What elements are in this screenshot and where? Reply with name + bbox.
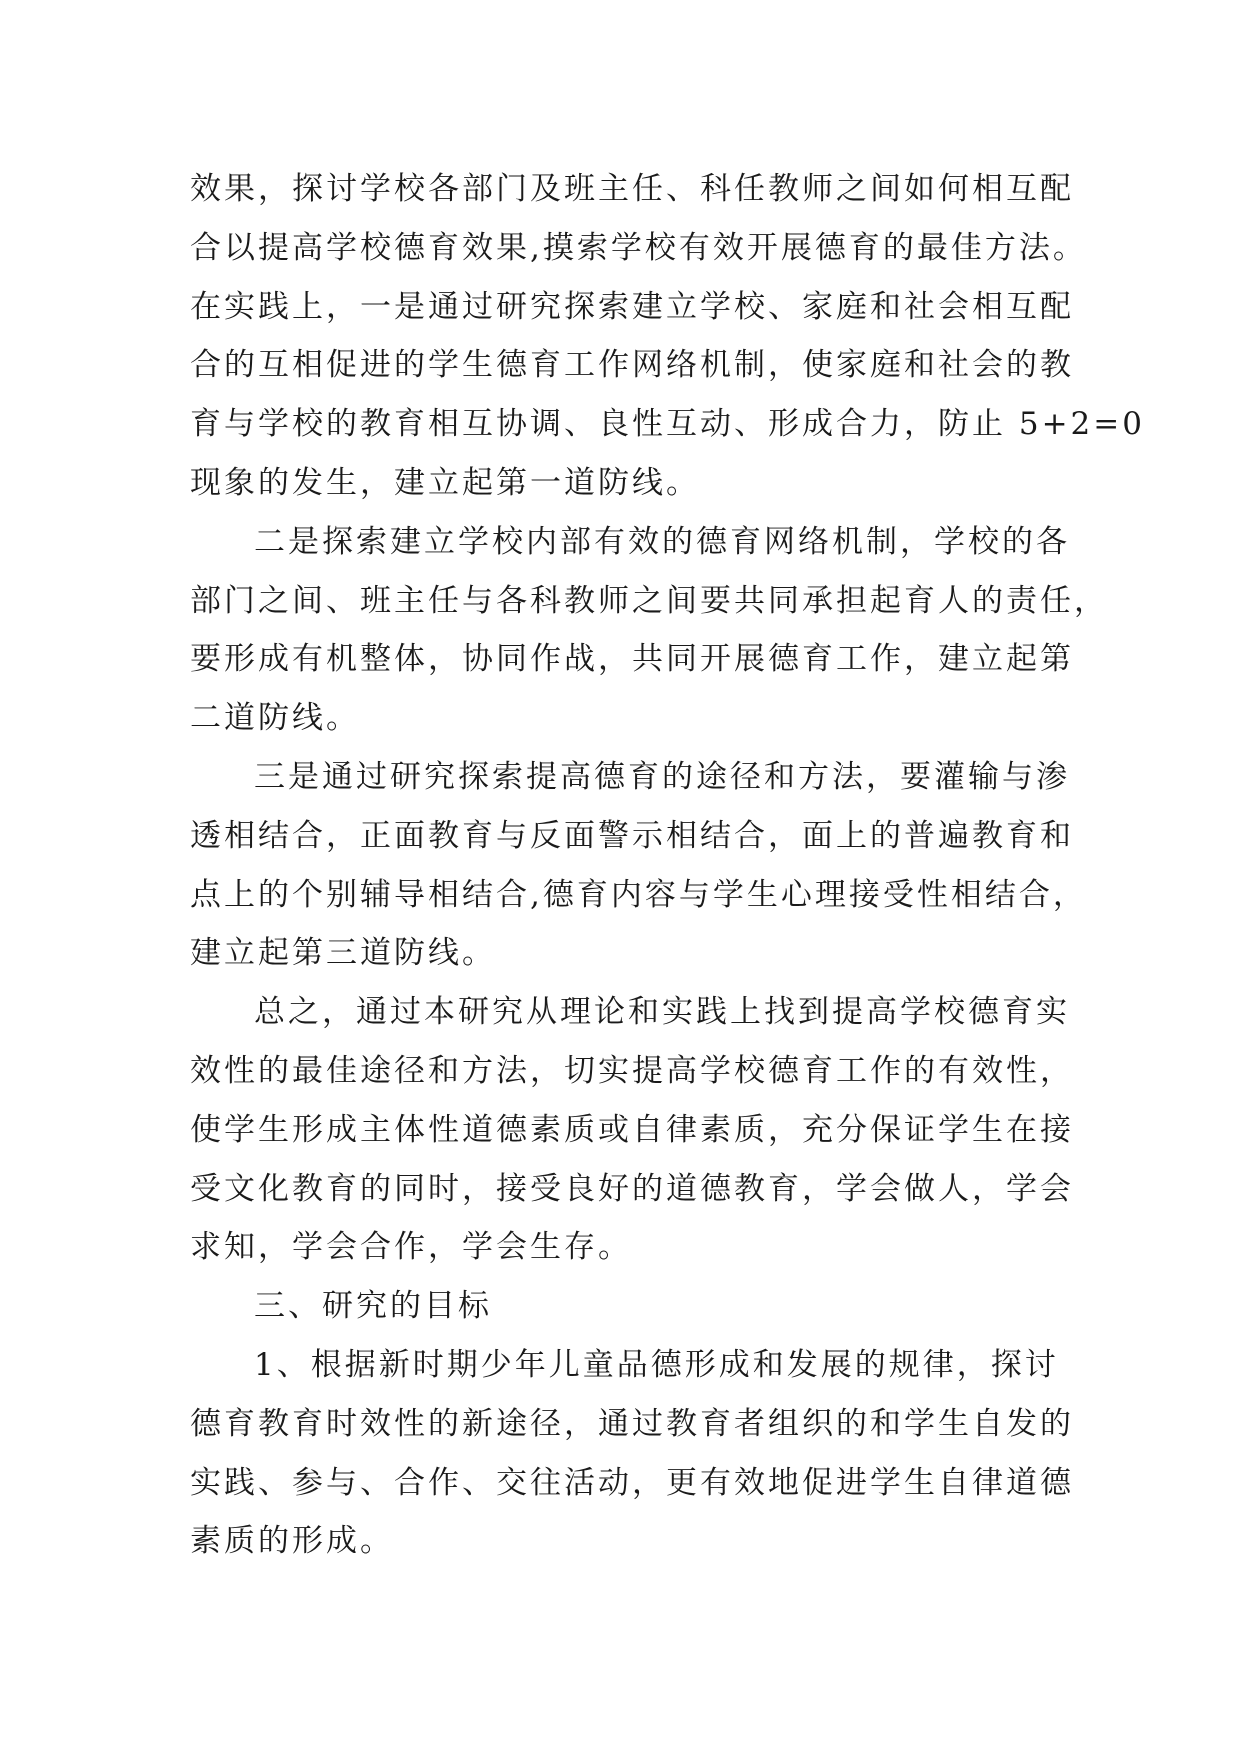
text-line: 实践、参与、合作、交往活动，更有效地促进学生自律道德 [190, 1464, 1074, 1501]
text-line: 现象的发生，建立起第一道防线。 [190, 464, 700, 501]
text-line: 要形成有机整体，协同作战，共同开展德育工作，建立起第 [190, 641, 1074, 678]
section-heading-research-goals [190, 1277, 1060, 1336]
text-line: 三是通过研究探索提高德育的途径和方法，要灌输与渗 [254, 758, 1070, 795]
text-line: 求知，学会合作，学会生存。 [190, 1229, 632, 1266]
text-line: 二道防线。 [190, 700, 360, 737]
text-line: 在实践上，一是通过研究探索建立学校、家庭和社会相互配 [190, 288, 1074, 325]
paragraph-summary [190, 983, 1074, 1277]
text-line: 素质的形成。 [190, 1523, 394, 1560]
document-body [190, 160, 1145, 1571]
text-line: 建立起第三道防线。 [190, 935, 496, 972]
paragraph-third-defense-line [190, 748, 1087, 983]
text-line: 部门之间、班主任与各科教师之间要共同承担起育人的责任， [190, 582, 1108, 619]
text-line: 受文化教育的同时，接受良好的道德教育，学会做人，学会 [190, 1170, 1074, 1207]
paragraph-school-family-society [190, 160, 1145, 513]
text-line: 效果，探讨学校各部门及班主任、科任教师之间如何相互配 [190, 171, 1074, 207]
text-line: 育与学校的教育相互协调、良性互动、形成合力，防止 5+2=0 [190, 406, 1145, 443]
text-line: 效性的最佳途径和方法，切实提高学校德育工作的有效性， [190, 1052, 1074, 1089]
paragraph-second-defense-line [190, 513, 1108, 748]
text-line: 合以提高学校德育效果,摸索学校有效开展德育的最佳方法。 [190, 229, 1087, 266]
text-line: 点上的个别辅导相结合,德育内容与学生心理接受性相结合， [190, 876, 1087, 913]
text-line: 总之，通过本研究从理论和实践上找到提高学校德育实 [254, 994, 1070, 1031]
text-line: 使学生形成主体性道德素质或自律素质，充分保证学生在接 [190, 1111, 1074, 1148]
text-line: 二是探索建立学校内部有效的德育网络机制，学校的各 [254, 523, 1070, 560]
text-line: 合的互相促进的学生德育工作网络机制，使家庭和社会的教 [190, 347, 1074, 384]
text-line: 德育教育时效性的新途径，通过教育者组织的和学生自发的 [190, 1405, 1074, 1442]
section-heading: 三、研究的目标 [254, 1288, 492, 1325]
text-line: 1、根据新时期少年儿童品德形成和发展的规律，探讨 [254, 1346, 1059, 1383]
paragraph-goal-1 [190, 1336, 1074, 1571]
text-line: 透相结合，正面教育与反面警示相结合，面上的普遍教育和 [190, 817, 1074, 854]
